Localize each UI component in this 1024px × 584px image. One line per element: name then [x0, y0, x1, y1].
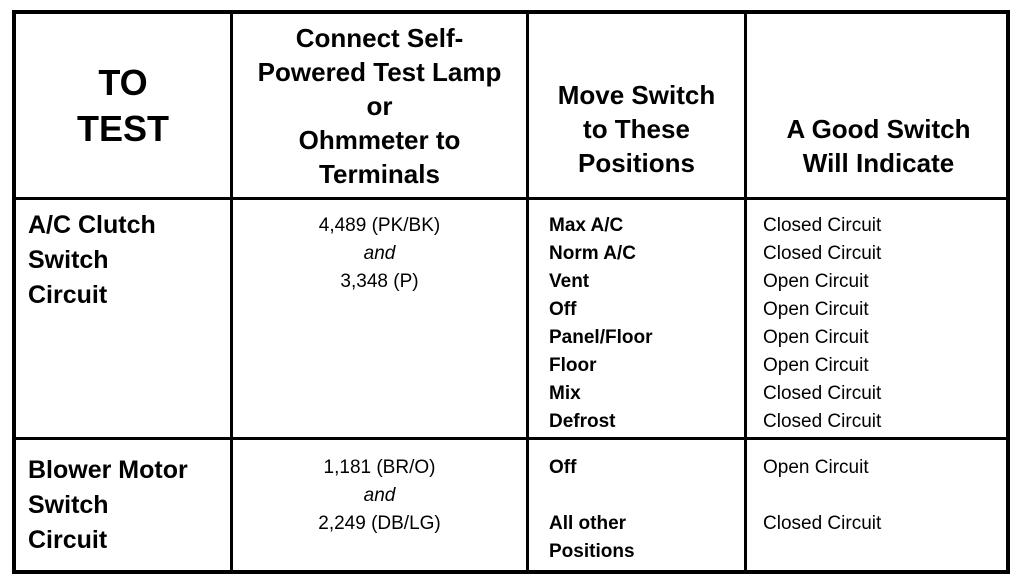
position-item: Max A/C — [549, 215, 624, 236]
position-item: Vent — [549, 271, 590, 292]
position-item: Floor — [549, 355, 597, 376]
header-line: Ohmmeter to — [298, 124, 461, 155]
result-item: Open Circuit — [763, 355, 869, 376]
result-item: Closed Circuit — [763, 513, 882, 534]
result-item: Closed Circuit — [763, 411, 882, 432]
header-line: or — [366, 90, 393, 121]
results-blower-motor — [763, 454, 1003, 538]
spacer — [763, 482, 1003, 510]
header-line: Will Indicate — [802, 148, 955, 178]
header-line: Connect Self- — [295, 22, 464, 53]
header-good-switch — [747, 112, 1010, 197]
spacer — [549, 482, 739, 510]
position-item: Off — [549, 299, 577, 320]
result-item: Open Circuit — [763, 327, 869, 348]
position-item: Defrost — [549, 411, 616, 432]
position-item: Panel/Floor — [549, 327, 653, 348]
result-item: Closed Circuit — [763, 243, 882, 264]
terminal-value: 1,181 (BR/O) — [323, 457, 436, 478]
result-item: Open Circuit — [763, 299, 869, 320]
terminal-value: 2,249 (DB/LG) — [318, 513, 441, 534]
positions-ac-clutch — [549, 212, 739, 436]
header-line: to These — [583, 114, 690, 144]
result-item: Closed Circuit — [763, 383, 882, 404]
header-line: TEST — [76, 107, 169, 149]
terminal-conjunction: and — [363, 485, 396, 506]
row-label-line: A/C Clutch — [28, 211, 156, 239]
header-line: A Good Switch — [786, 114, 971, 144]
terminal-value: 4,489 (PK/BK) — [318, 215, 441, 236]
switch-test-table — [12, 10, 1010, 574]
result-item: Open Circuit — [763, 457, 869, 478]
header-line: Powered Test Lamp — [257, 56, 502, 87]
row-label-line: Blower Motor — [28, 456, 188, 484]
header-line: Move Switch — [557, 80, 716, 110]
header-to-test — [16, 14, 230, 197]
result-item: Closed Circuit — [763, 215, 882, 236]
position-item: All other — [549, 513, 627, 534]
row-label-ac-clutch — [28, 208, 228, 313]
positions-blower-motor — [549, 454, 739, 566]
position-item: Off — [549, 457, 577, 478]
row-label-line: Circuit — [28, 281, 108, 309]
results-ac-clutch — [763, 212, 1003, 436]
header-line: TO — [98, 61, 148, 103]
position-item: Positions — [549, 541, 635, 562]
position-item: Mix — [549, 383, 581, 404]
row-label-line: Circuit — [28, 526, 108, 554]
row-label-blower-motor — [28, 453, 228, 558]
terminal-conjunction: and — [363, 243, 396, 264]
row-divider — [16, 197, 1006, 200]
column-divider — [744, 14, 747, 570]
header-line: Terminals — [319, 158, 440, 189]
result-item: Open Circuit — [763, 271, 869, 292]
row-label-line: Switch — [28, 246, 109, 274]
terminal-value: 3,348 (P) — [340, 271, 419, 292]
row-label-line: Switch — [28, 491, 109, 519]
terminals-blower-motor — [233, 454, 526, 538]
header-move-switch — [529, 78, 744, 197]
header-connect — [233, 14, 526, 197]
position-item: Norm A/C — [549, 243, 636, 264]
header-line: Positions — [577, 148, 695, 178]
terminals-ac-clutch — [233, 212, 526, 296]
row-divider — [16, 437, 1006, 440]
